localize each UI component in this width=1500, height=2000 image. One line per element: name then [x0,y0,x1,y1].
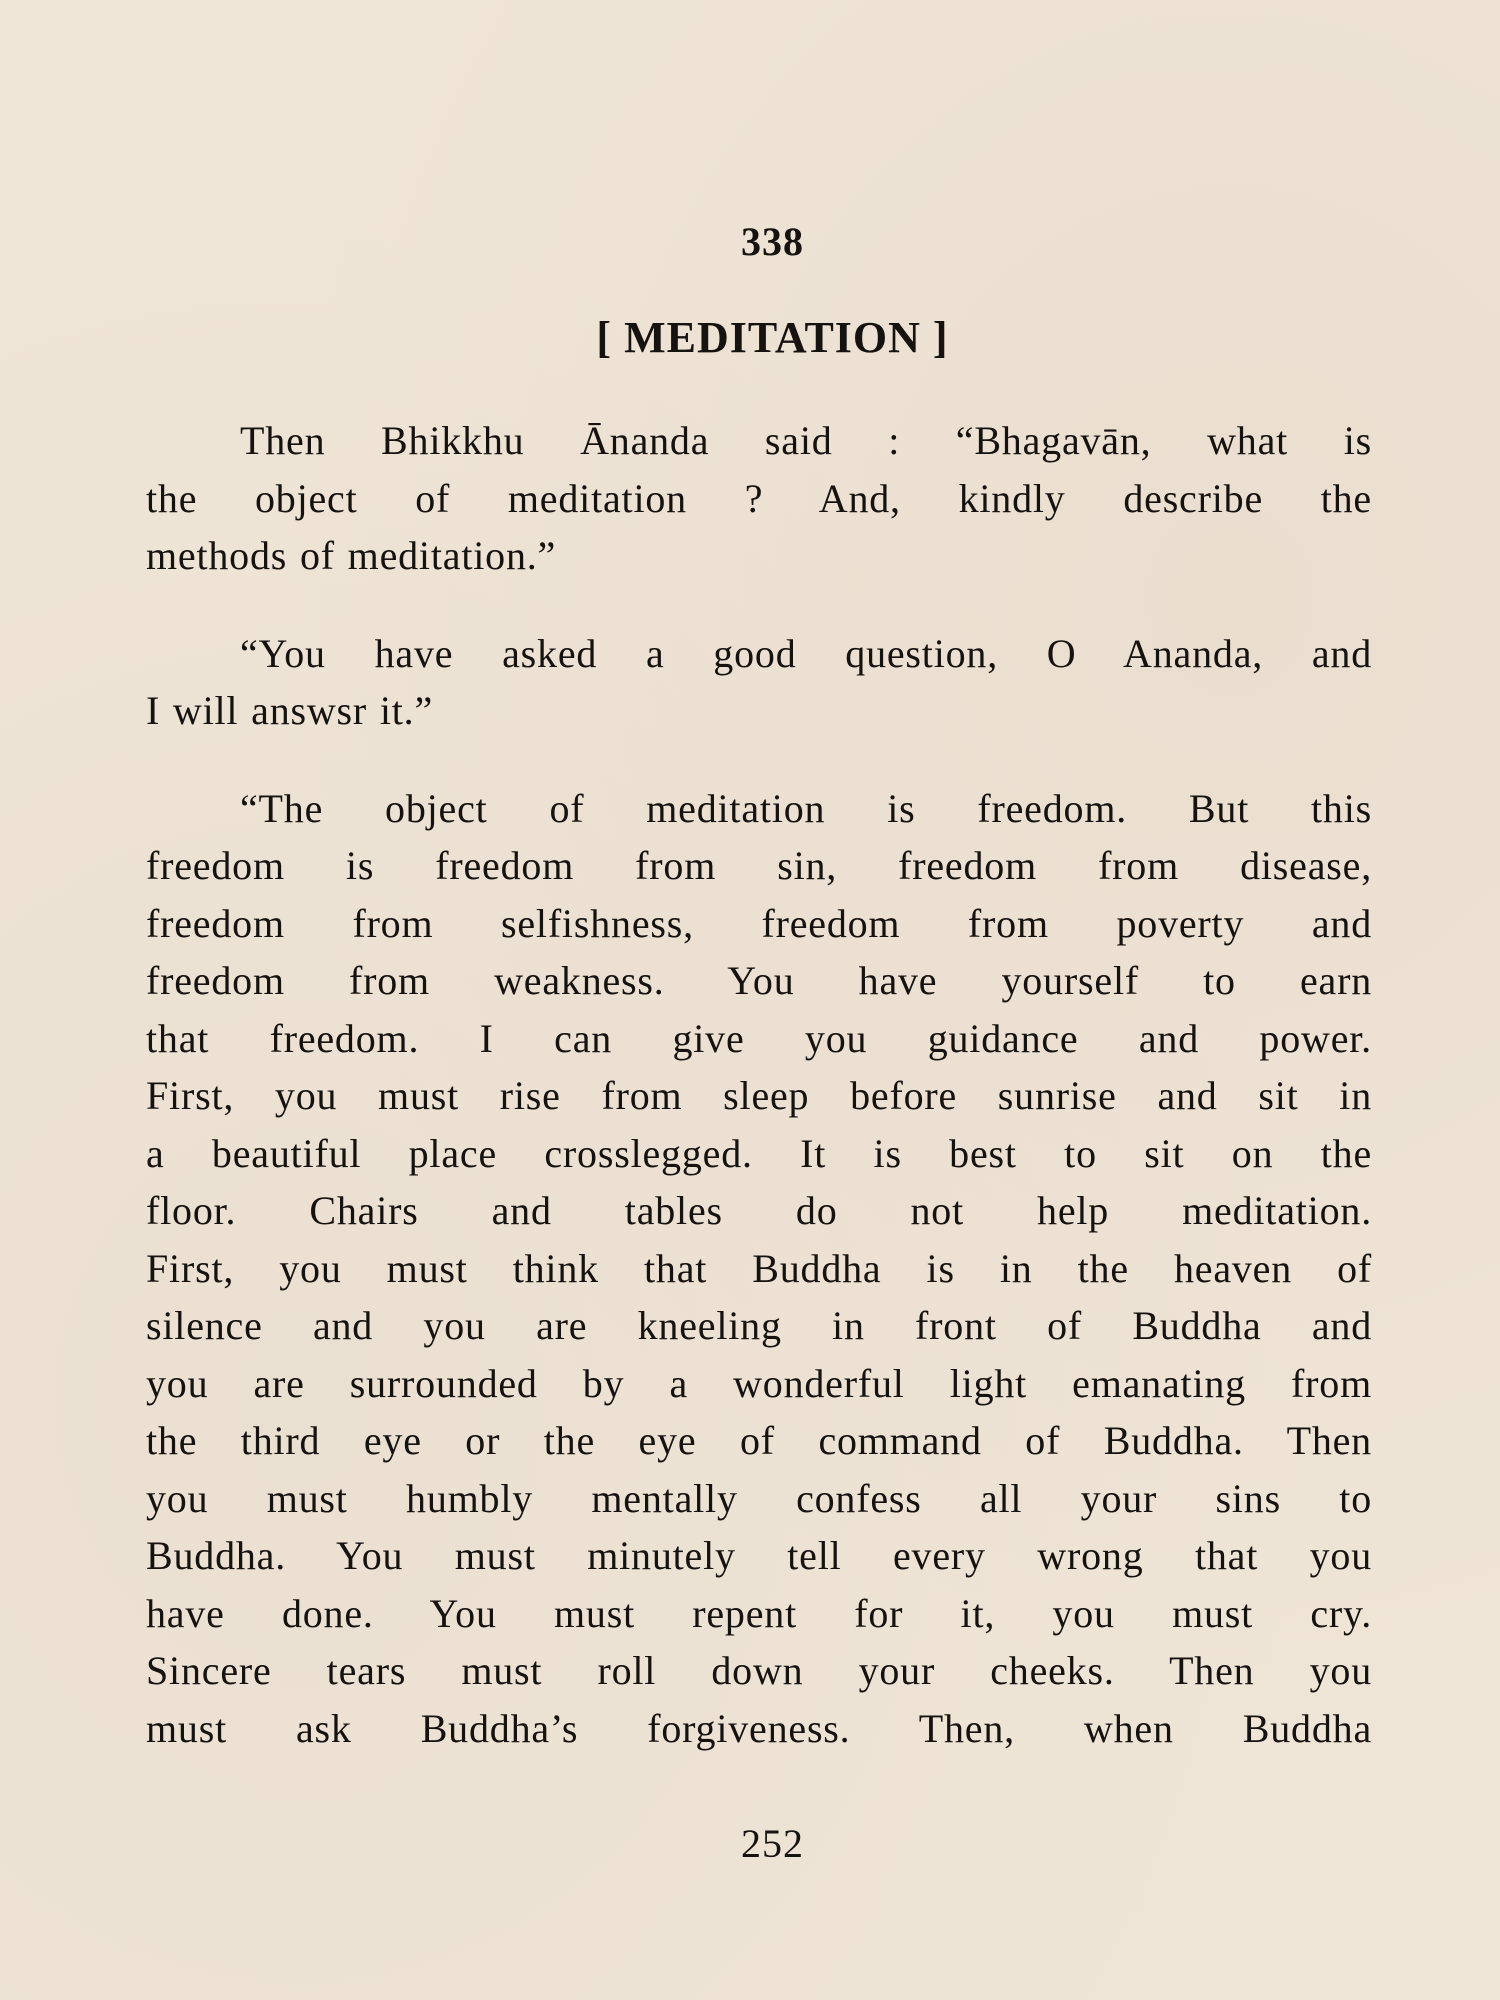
text-line: Sincere tears must roll down your cheeks. Then you [146,1648,1372,1693]
text-line: you are surrounded by a wonderful light emanating from [146,1360,1372,1406]
text-line: have done. You must repent for it, you must cry. [146,1590,1372,1636]
text-line: a beautiful place crosslegged. It is best to sit on the [146,1130,1372,1176]
page-number-bottom: 252 [741,1821,804,1866]
text-line: “The object of meditation is freedom. But this [240,785,1372,831]
text-line: First, you must rise from sleep before sunrise and sit in [146,1073,1372,1118]
text-line: silence and you are kneeling in front of Buddha and [146,1303,1372,1348]
paragraph [146,625,1372,740]
text-line: that freedom. I can give you guidance and power. [146,1015,1372,1061]
text-line: the third eye or the eye of command of Buddha. Then [146,1418,1372,1463]
text-line: freedom is freedom from sin, freedom from disease, [146,843,1372,888]
paragraph [146,412,1372,585]
page-number-top: 338 [741,219,804,264]
text-line: Then Bhikkhu Ānanda said : “Bhagavān, what is [240,418,1372,463]
text-line: Buddha. You must minutely tell every wrong that you [146,1533,1372,1578]
text-line: I will answsr it.” [146,688,434,733]
text-line: the object of meditation ? And, kindly describe the [146,475,1372,521]
body-text [146,412,1372,1797]
text-line: you must humbly mentally confess all your sins to [146,1475,1372,1521]
text-line: must ask Buddha’s forgiveness. Then, when Buddha [146,1705,1372,1751]
text-line: First, you must think that Buddha is in the heaven of [146,1245,1372,1291]
text-line: floor. Chairs and tables do not help meditation. [146,1188,1372,1233]
paragraph [146,780,1372,1758]
text-line: methods of meditation.” [146,533,557,578]
text-line: freedom from weakness. You have yourself to earn [146,958,1372,1003]
text-line: freedom from selfishness, freedom from poverty and [146,900,1372,946]
text-line: “You have asked a good question, O Ananda, and [240,630,1372,676]
section-title: [ MEDITATION ] [596,313,949,362]
